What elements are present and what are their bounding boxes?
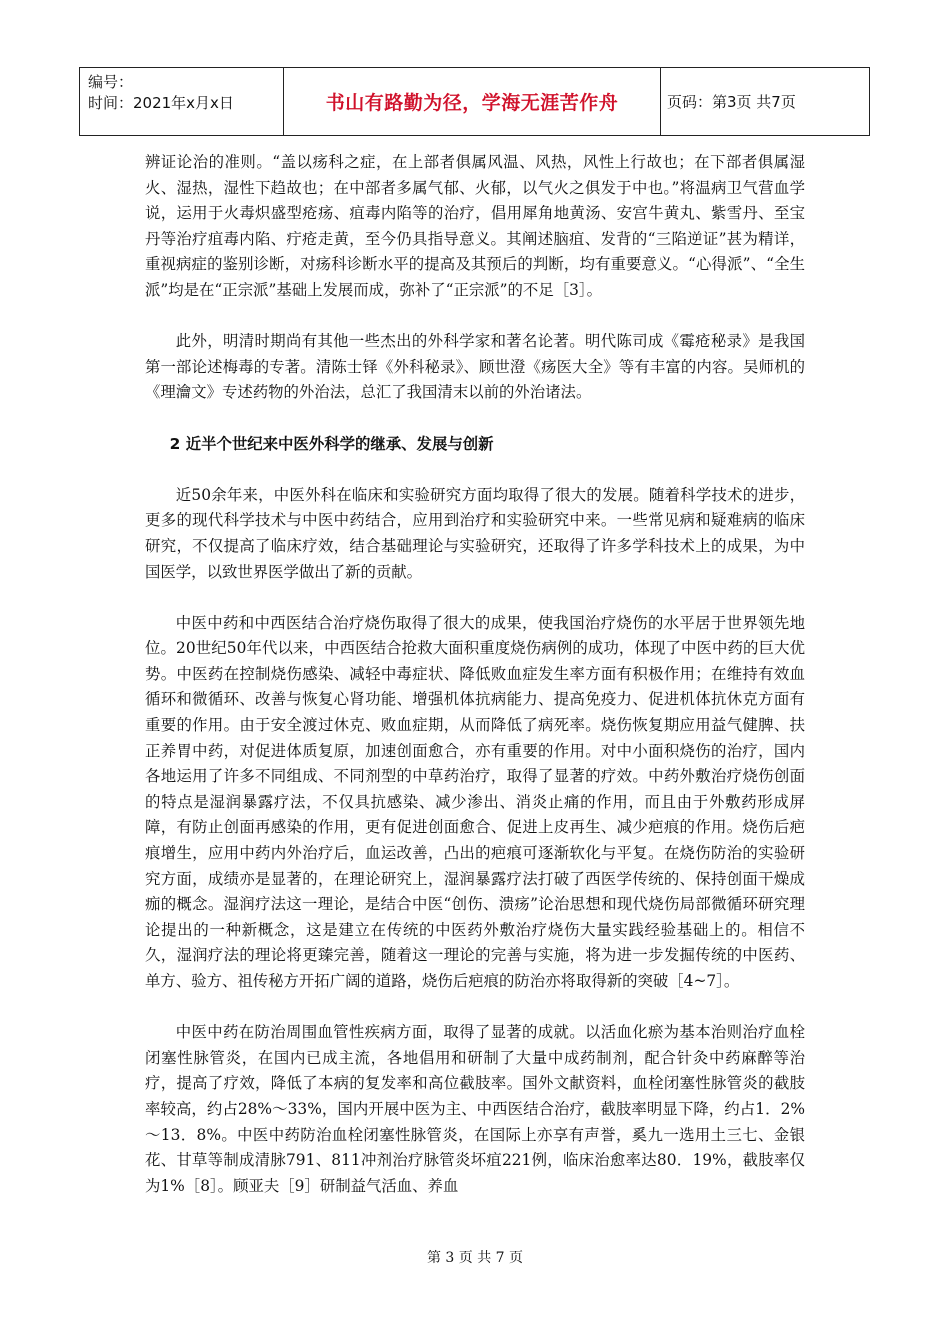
document-number-label: 编号： <box>88 73 134 91</box>
section-heading: 2 近半个世纪来中医外科学的继承、发展与创新 <box>169 434 494 453</box>
header-motto: 书山有路勤为径，学海无涯苦作舟 <box>284 68 661 135</box>
body-paragraph: 中医中药在防治周围血管性疾病方面，取得了显著的成就。以活血化瘀为基本治则治疗血栓闭塞性脉管炎，在国内已成主流，各地倡用和研制了大量中成药制剂，配合针灸中药麻醉等治疗，提高了疗效，降低了本病的复发率和高位截肢率。国外文献资料，血栓闭塞性脉管炎的截肢率较高，约占28%～33%，国内开展中医为主、中西医结合治疗，截肢率明显下降，约占1．2%～13．8%。中医中药防治血栓闭塞性脉管炎，在国际上亦享有声誉，奚九一选用土三七、金银花、甘草等制成清脉791、811冲剂治疗脉管炎坏疽221例，临床治愈率达80．19%，截肢率仅为1%［8］。顾亚夫［9］研制益气活血、养血 <box>145 1023 805 1195</box>
body-paragraph: 近50余年来，中医外科在临床和实验研究方面均取得了很大的发展。随着科学技术的进步，更多的现代科学技术与中医中药结合，应用到治疗和实验研究中来。一些常见病和疑难病的临床研究，不仅提高了临床疗效，结合基础理论与实验研究，还取得了许多学科技术上的成果，为中国医学，以致世界医学做出了新的贡献。 <box>145 485 805 581</box>
document-date-label: 时间：2021年x月x日 <box>88 94 234 112</box>
header-page-number: 页码：第3页 共7页 <box>667 93 796 111</box>
page-header <box>79 67 870 136</box>
document-body <box>145 150 805 1225</box>
header-meta <box>80 68 284 135</box>
body-paragraph: 辨证论治的准则。“盖以疡科之症，在上部者俱属风温、风热，风性上行故也；在下部者俱属湿火、湿热，湿性下趋故也；在中部者多属气郁、火郁，以气火之俱发于中也。”将温病卫气营血学说，运用于火毒炽盛型疮疡、疽毒内陷等的治疗，倡用犀角地黄汤、安宫牛黄丸、紫雪丹、至宝丹等治疗疽毒内陷、疔疮走黄，至今仍具指导意义。其阐述脑疽、发背的“三陷逆证”甚为精详，重视病症的鉴别诊断，对疡科诊断水平的提高及其预后的判断，均有重要意义。“心得派”、“全生派”均是在“正宗派”基础上发展而成，弥补了“正宗派”的不足［3］。 <box>145 153 805 299</box>
page-footer: 第 3 页 共 7 页 <box>426 1250 524 1266</box>
body-paragraph: 此外，明清时期尚有其他一些杰出的外科学家和著名论著。明代陈司成《霉疮秘录》是我国第一部论述梅毒的专著。清陈士铎《外科秘录》、顾世澄《疡医大全》等有丰富的内容。吴师机的《理瀹文》专述药物的外治法，总汇了我国清末以前的外治诸法。 <box>145 332 805 402</box>
body-paragraph: 中医中药和中西医结合治疗烧伤取得了很大的成果，使我国治疗烧伤的水平居于世界领先地位。20世纪50年代以来，中西医结合抢救大面积重度烧伤病例的成功，体现了中医中药的巨大优势。中医药在控制烧伤感染、减轻中毒症状、降低败血症发生率方面有积极作用；在维持有效血循环和微循环、改善与恢复心肾功能、增强机体抗病能力、提高免疫力、促进机体抗休克方面有重要的作用。由于安全渡过休克、败血症期，从而降低了病死率。烧伤恢复期应用益气健脾、扶正养胃中药，对促进体质复原，加速创面愈合，亦有重要的作用。对中小面积烧伤的治疗，国内各地运用了许多不同组成、不同剂型的中草药治疗，取得了显著的疗效。中药外敷治疗烧伤创面的特点是湿润暴露疗法，不仅具抗感染、减少渗出、消炎止痛的作用，而且由于外敷药形成屏障，有防止创面再感染的作用，更有促进创面愈合、促进上皮再生、减少疤痕的作用。烧伤后疤痕增生，应用中药内外治疗后，血运改善，凸出的疤痕可逐渐软化与平复。在烧伤防治的实验研究方面，成绩亦是显著的，在理论研究上，湿润暴露疗法打破了西医学传统的、保持创面干燥成痂的概念。湿润疗法这一理论，是结合中医“创伤、溃疡”论治思想和现代烧伤局部微循环研究理论提出的一种新概念，这是建立在传统的中医药外敷治疗烧伤大量实践经验基础上的。相信不久，湿润疗法的理论将更臻完善，随着这一理论的完善与实施，将为进一步发掘传统的中医药、单方、验方、祖传秘方开拓广阔的道路，烧伤后疤痕的防治亦将取得新的突破［4~7］。 <box>145 613 805 990</box>
